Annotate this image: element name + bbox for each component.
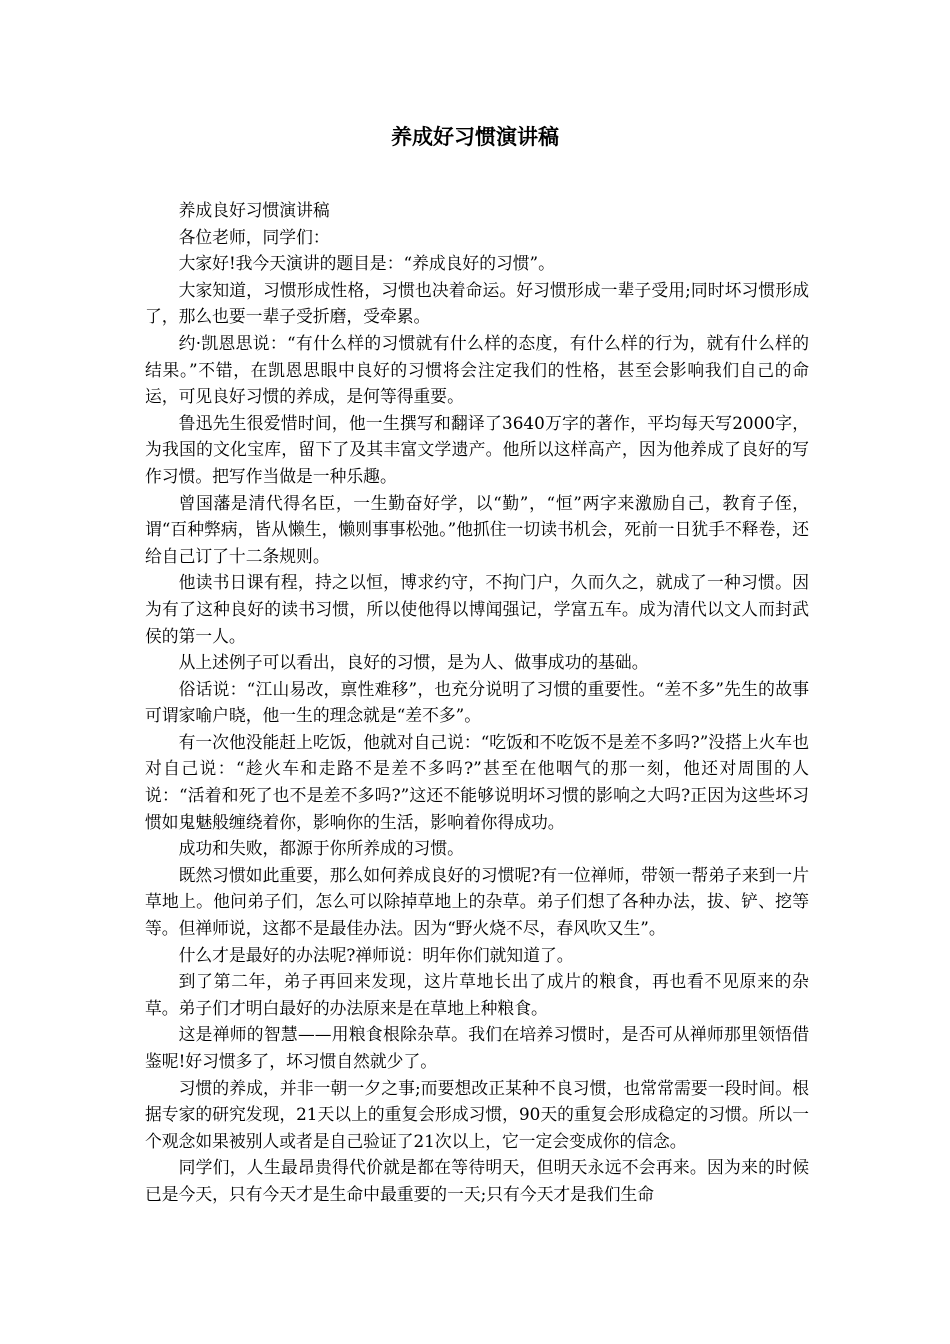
paragraph: 成功和失败，都源于你所养成的习惯。: [178, 838, 464, 859]
paragraph: 什么才是最好的办法呢?禅师说：明年你们就知道了。: [178, 944, 574, 965]
paragraph: 大家好!我今天演讲的题目是：“养成良好的习惯”。: [178, 253, 555, 274]
paragraph: 既然习惯如此重要，那么如何养成良好的习惯呢?有一位禅师，带领一帮弟子来到一片草地上。他问弟子们，怎么可以除掉草地上的杂草。弟子们想了各种办法，拔、铲、挖等等。但禅师说，这都不是最佳办法。因为“野火烧不尽，春风吹又生”。: [145, 864, 809, 939]
paragraph: 曾国藩是清代得名臣，一生勤奋好学，以“勤”，“恒”两字来激励自己，教育子侄，谓“百种弊病，皆从懒生，懒则事事松弛。”他抓住一切读书机会，死前一日犹手不释卷，还给自己订了十二条规则。: [145, 492, 809, 566]
paragraph: 俗话说：“江山易改，禀性难移”，也充分说明了习惯的重要性。“差不多”先生的故事可谓家喻户晓，他一生的理念就是“差不多”。: [145, 678, 809, 726]
paragraph-subtitle: 养成良好习惯演讲稿: [178, 200, 330, 220]
paragraph: 约·凯恩思说：“有什么样的习惯就有什么样的态度，有什么样的行为，就有什么样的结果。”不错，在凯恩思眼中良好的习惯将会注定我们的性格，甚至会影响我们自己的命运，可见良好习惯的养成，是何等得重要。: [145, 332, 809, 407]
paragraph: 他读书日课有程，持之以恒，博求约守，不拘门户，久而久之，就成了一种习惯。因为有了这种良好的读书习惯，所以使他得以博闻强记，学富五车。成为清代以文人而封武侯的第一人。: [145, 572, 809, 646]
paragraph: 同学们，人生最昂贵得代价就是都在等待明天，但明天永远不会再来。因为来的时候已是今天，只有今天才是生命中最重要的一天;只有今天才是我们生命: [145, 1157, 809, 1204]
paragraph: 鲁迅先生很爱惜时间，他一生撰写和翻译了3640万字的著作，平均每天写2000字，为我国的文化宝库，留下了及其丰富文学遗产。他所以这样高产，因为他养成了良好的写作习惯。把写作当做是一种乐趣。: [145, 412, 809, 486]
document-body: [145, 197, 809, 1208]
paragraph: 有一次他没能赶上吃饭，他就对自己说：“吃饭和不吃饭不是差不多吗?”没搭上火车也对自己说：“趁火车和走路不是差不多吗?”甚至在他咽气的那一刻，他还对周围的人说：“活着和死了也不是差不多吗?”这还不能够说明坏习惯的影响之大吗?正因为这些坏习惯如鬼魅般缠绕着你，影响你的生活，影响着你得成功。: [145, 731, 809, 832]
paragraph: 习惯的养成，并非一朝一夕之事;而要想改正某种不良习惯，也常常需要一段时间。根据专家的研究发现，21天以上的重复会形成习惯，90天的重复会形成稳定的习惯。所以一个观念如果被别人或者是自己验证了21次以上，它一定会变成你的信念。: [145, 1077, 809, 1151]
document-title: 养成好习惯演讲稿: [391, 124, 559, 149]
paragraph-salutation: 各位老师，同学们：: [178, 226, 330, 247]
paragraph: 到了第二年，弟子再回来发现，这片草地长出了成片的粮食，再也看不见原来的杂草。弟子们才明白最好的办法原来是在草地上种粮食。: [145, 971, 809, 1018]
paragraph: 这是禅师的智慧——用粮食根除杂草。我们在培养习惯时，是否可从禅师那里领悟借鉴呢!好习惯多了，坏习惯自然就少了。: [145, 1024, 809, 1071]
paragraph: 从上述例子可以看出，良好的习惯，是为人、做事成功的基础。: [178, 652, 649, 673]
paragraph: 大家知道，习惯形成性格，习惯也决着命运。好习惯形成一辈子受用;同时坏习惯形成了，那么也要一辈子受折磨，受牵累。: [145, 279, 809, 327]
